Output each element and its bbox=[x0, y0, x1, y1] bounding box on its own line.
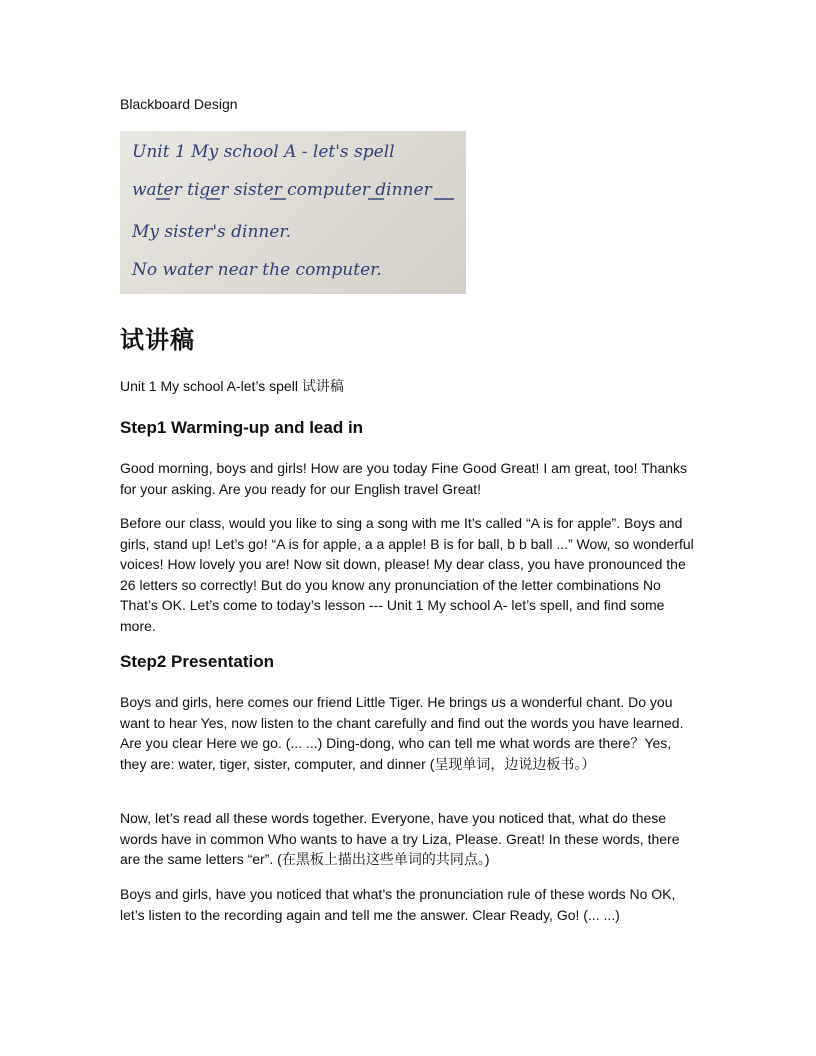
step1-paragraph-1: Good morning, boys and girls! How are you today Fine Good Great! I am great, too! Thanks for your asking. Are you ready for our English travel Great! bbox=[120, 460, 688, 497]
step2-paragraph-3: Boys and girls, have you noticed that what’s the pronunciation rule of these words No OK, let’s listen to the recording again and tell me the answer. Clear Ready, Go! (... ...) bbox=[120, 886, 676, 923]
blackboard-line-3: My sister's dinner. bbox=[132, 222, 292, 242]
step2-paragraph-1: Boys and girls, here comes our friend Little Tiger. He brings us a wonderful chant. Do you want to hear Yes, now listen to the chant carefully and find out the words you have learned. Are you clear Here we go. (... ...) Ding-dong, who can tell me what words are there？Yes, they are: water, tiger, sister, computer, and dinner (呈现单词，边说边板书。） bbox=[120, 694, 684, 772]
step2-heading: Step2 Presentation bbox=[120, 652, 274, 671]
blackboard-line-4: No water near the computer. bbox=[132, 260, 382, 280]
step1-paragraph-2: Before our class, would you like to sing a song with me It’s called “A is for apple”. Boys and girls, stand up! Let’s go! “A is for apple, a a apple! B is for ball, b b ball ...” Wow, so wonderful voices! How lovely you are! Now sit down, please! My dear class, you have pronounced the 26 letters so correctly! But do you know any pronunciation of the letter combinations No That’s OK. Let’s come to today’s lesson --- Unit 1 My school A- let’s spell, and find some more. bbox=[120, 515, 694, 634]
blackboard-line-1: Unit 1 My school A - let's spell bbox=[132, 142, 395, 162]
lesson-subtitle: Unit 1 My school A-let’s spell 试讲稿 bbox=[120, 378, 344, 394]
blackboard-label: Blackboard Design bbox=[120, 96, 238, 112]
blackboard-photo bbox=[120, 131, 466, 294]
page-title: 试讲稿 bbox=[120, 326, 195, 354]
blackboard-line-2: water tiger sister computer dinner bbox=[132, 180, 432, 200]
step1-heading: Step1 Warming-up and lead in bbox=[120, 418, 364, 437]
step2-paragraph-2: Now, let’s read all these words together. Everyone, have you noticed that, what do these words have in common Who wants to have a try Liza, Please. Great! In these words, there are the same letters “er”. (在黑板上描出这些单词的共同点。) bbox=[120, 810, 680, 867]
